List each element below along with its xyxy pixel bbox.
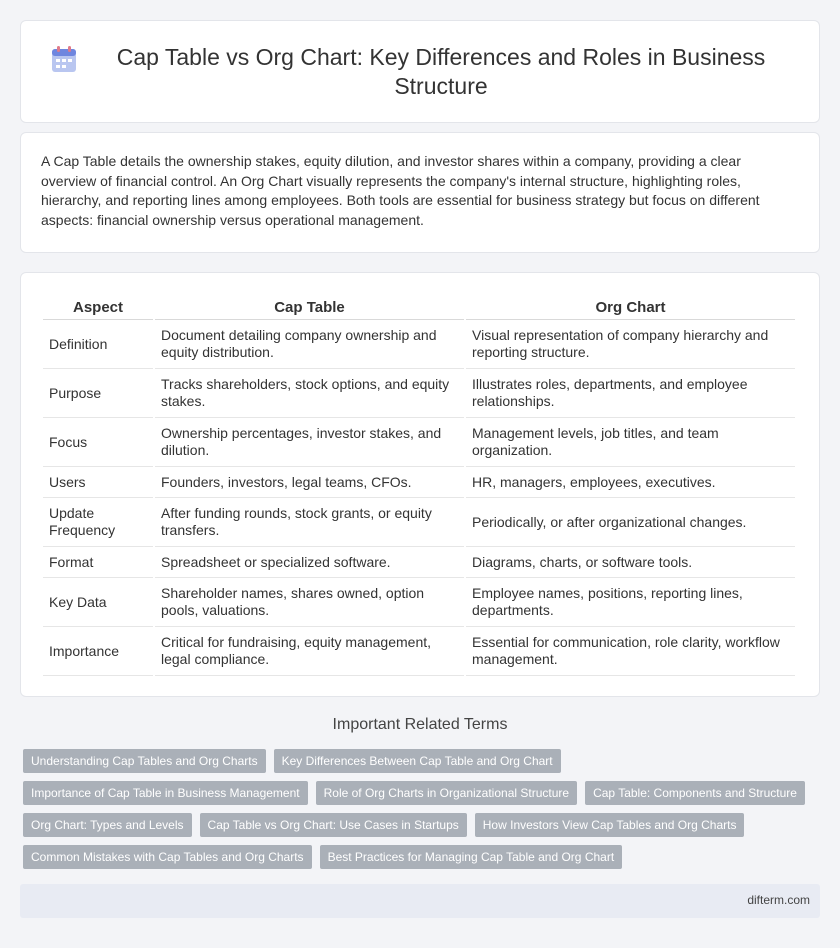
- cap-table-cell: Founders, investors, legal teams, CFOs.: [155, 467, 464, 498]
- table-row: [43, 369, 795, 418]
- related-term-tag[interactable]: Cap Table vs Org Chart: Use Cases in Startups: [200, 813, 467, 837]
- table-header-row: [43, 295, 795, 320]
- footer: [20, 884, 820, 918]
- aspect-cell: Definition: [43, 320, 153, 369]
- related-term-tag[interactable]: Best Practices for Managing Cap Table and Org Chart: [320, 845, 623, 869]
- footer-site-link[interactable]: difterm.com: [747, 893, 810, 907]
- intro-paragraph: A Cap Table details the ownership stakes, equity dilution, and investor shares within a company, providing a clear overview of financial control. An Org Chart visually represents the company's internal structure, highlighting roles, hierarchy, and reporting lines among employees. Both tools are essential for business strategy but focus on different aspects: financial ownership versus operational management.: [41, 153, 760, 228]
- header: [21, 21, 819, 122]
- related-term-tag[interactable]: Importance of Cap Table in Business Management: [23, 781, 308, 805]
- related-term-tag[interactable]: Cap Table: Components and Structure: [585, 781, 805, 805]
- calendar-icon: [51, 45, 77, 73]
- header-cap-table: Cap Table: [155, 295, 464, 320]
- header-aspect: Aspect: [43, 295, 153, 320]
- cap-table-cell: Ownership percentages, investor stakes, and dilution.: [155, 418, 464, 467]
- table-row: [43, 467, 795, 498]
- aspect-cell: Key Data: [43, 578, 153, 627]
- tag-row: [23, 813, 823, 837]
- page-title: Cap Table vs Org Chart: Key Differences and Roles in Business Structure: [116, 43, 766, 99]
- aspect-cell: Update Frequency: [43, 498, 153, 547]
- cap-table-cell: Spreadsheet or specialized software.: [155, 547, 464, 578]
- aspect-cell: Importance: [43, 627, 153, 676]
- table-row: [43, 578, 795, 627]
- org-chart-cell: Visual representation of company hierarchy and reporting structure.: [466, 320, 795, 369]
- table-row: [43, 498, 795, 547]
- header-org-chart: Org Chart: [466, 295, 795, 320]
- org-chart-cell: Essential for communication, role clarity, workflow management.: [466, 627, 795, 676]
- cap-table-cell: Tracks shareholders, stock options, and equity stakes.: [155, 369, 464, 418]
- table-row: [43, 418, 795, 467]
- related-term-tag[interactable]: Common Mistakes with Cap Tables and Org Charts: [23, 845, 312, 869]
- header-card: [20, 20, 820, 123]
- org-chart-cell: Illustrates roles, departments, and employee relationships.: [466, 369, 795, 418]
- org-chart-cell: HR, managers, employees, executives.: [466, 467, 795, 498]
- aspect-cell: Purpose: [43, 369, 153, 418]
- table-row: [43, 320, 795, 369]
- tag-row: [23, 749, 823, 773]
- table-row: [43, 547, 795, 578]
- tag-row: [23, 845, 823, 869]
- related-term-tag[interactable]: How Investors View Cap Tables and Org Charts: [475, 813, 745, 837]
- cap-table-cell: Shareholder names, shares owned, option pools, valuations.: [155, 578, 464, 627]
- comparison-card: [20, 272, 820, 697]
- cap-table-cell: After funding rounds, stock grants, or equity transfers.: [155, 498, 464, 547]
- tag-row: [23, 781, 823, 805]
- intro-card: [20, 132, 820, 253]
- related-term-tag[interactable]: Key Differences Between Cap Table and Org Chart: [274, 749, 561, 773]
- related-terms-title: Important Related Terms: [332, 716, 508, 733]
- related-terms-tags: [23, 749, 823, 877]
- org-chart-cell: Management levels, job titles, and team organization.: [466, 418, 795, 467]
- related-term-tag[interactable]: Role of Org Charts in Organizational Structure: [316, 781, 577, 805]
- related-term-tag[interactable]: Understanding Cap Tables and Org Charts: [23, 749, 266, 773]
- org-chart-cell: Periodically, or after organizational changes.: [466, 498, 795, 547]
- org-chart-cell: Employee names, positions, reporting lines, departments.: [466, 578, 795, 627]
- org-chart-cell: Diagrams, charts, or software tools.: [466, 547, 795, 578]
- comparison-table: [41, 295, 797, 676]
- cap-table-cell: Document detailing company ownership and equity distribution.: [155, 320, 464, 369]
- related-term-tag[interactable]: Org Chart: Types and Levels: [23, 813, 192, 837]
- aspect-cell: Users: [43, 467, 153, 498]
- aspect-cell: Focus: [43, 418, 153, 467]
- table-row: [43, 627, 795, 676]
- cap-table-cell: Critical for fundraising, equity management, legal compliance.: [155, 627, 464, 676]
- aspect-cell: Format: [43, 547, 153, 578]
